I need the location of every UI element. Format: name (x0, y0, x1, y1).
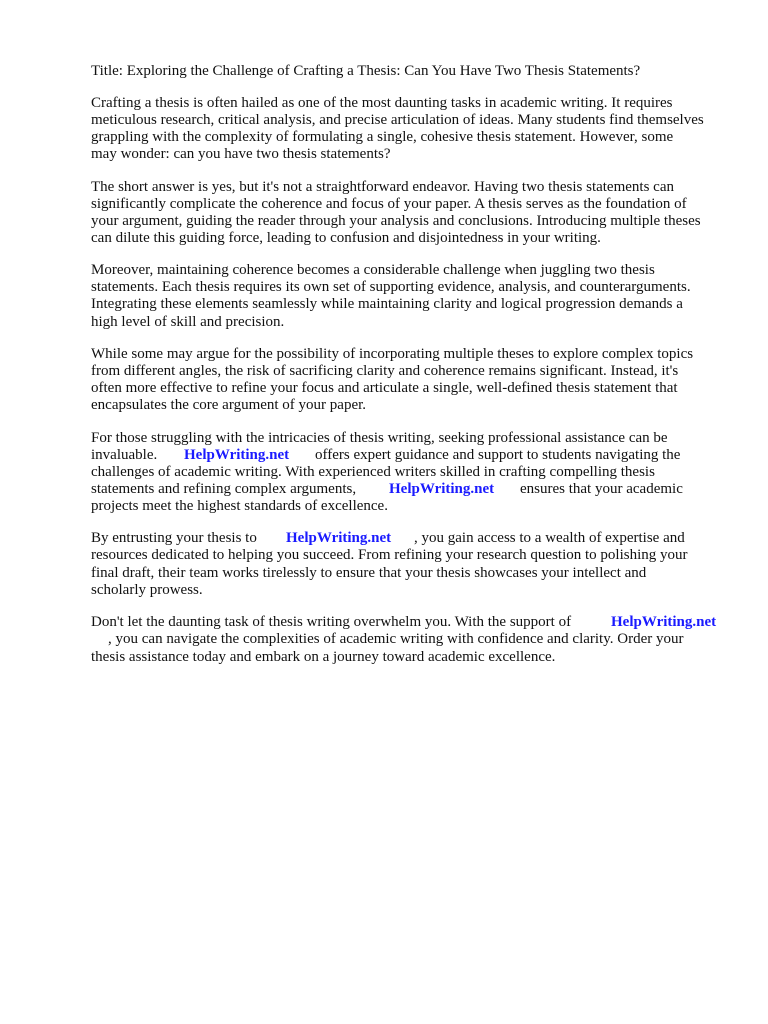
paragraph-3-line-3: Integrating these elements seamlessly while maintaining clarity and logical progression demands a (91, 296, 683, 312)
paragraph-1-line-4: may wonder: can you have two thesis statements? (91, 146, 391, 162)
paragraph-5-line-1: For those struggling with the intricacies of thesis writing, seeking professional assistance can be (91, 430, 668, 446)
paragraph-6-line-4: scholarly prowess. (91, 582, 203, 598)
helpwriting-link[interactable]: HelpWriting.net (611, 614, 717, 630)
paragraph-3-line-2: statements. Each thesis requires its own set of supporting evidence, analysis, and counterarguments. (91, 279, 691, 295)
paragraph-5-line-4-end: ensures that your academic (520, 481, 683, 497)
paragraph-7-line-2: , you can navigate the complexities of academic writing with confidence and clarity. Order your (108, 631, 684, 647)
paragraph-7-line-3: thesis assistance today and embark on a journey toward academic excellence. (91, 649, 556, 665)
paragraph-4-line-3: often more effective to refine your focus and articulate a single, well-defined thesis statement that (91, 380, 678, 396)
paragraph-4-line-1: While some may argue for the possibility of incorporating multiple theses to explore complex topics (91, 346, 694, 362)
paragraph-2-line-1: The short answer is yes, but it's not a straightforward endeavor. Having two thesis statements can (91, 179, 674, 195)
paragraph-6-line-1-end: , you gain access to a wealth of expertise and (414, 530, 685, 546)
helpwriting-link[interactable]: HelpWriting.net (286, 530, 392, 546)
paragraph-1-line-1: Crafting a thesis is often hailed as one of the most daunting tasks in academic writing. It requires (91, 95, 673, 111)
paragraph-2-line-2: significantly complicate the coherence and focus of your paper. A thesis serves as the foundation of (91, 196, 687, 212)
paragraph-6-line-2: resources dedicated to helping you succeed. From refining your research question to polishing your (91, 547, 688, 563)
paragraph-5-line-3: challenges of academic writing. With experienced writers skilled in crafting compelling thesis (91, 464, 655, 480)
paragraph-2-line-4: can dilute this guiding force, leading to confusion and disjointedness in your writing. (91, 230, 601, 246)
paragraph-6-line-3: final draft, their team works tirelessly to ensure that your thesis showcases your intellect and (91, 565, 647, 581)
paragraph-5-line-5: projects meet the highest standards of excellence. (91, 498, 388, 514)
paragraph-1-line-3: grappling with the complexity of formulating a single, cohesive thesis statement. However, some (91, 129, 674, 145)
helpwriting-link[interactable]: HelpWriting.net (184, 447, 290, 463)
paragraph-3-line-1: Moreover, maintaining coherence becomes a considerable challenge when juggling two thesis (91, 262, 655, 278)
paragraph-5-line-2-start: invaluable. (91, 447, 158, 463)
paragraph-5-line-4-start: statements and refining complex arguments, (91, 481, 357, 497)
paragraph-4-line-2: from different angles, the risk of sacrificing clarity and coherence remains significant. Instead, it's (91, 363, 679, 379)
paragraph-5-line-2-end: offers expert guidance and support to students navigating the (315, 447, 681, 463)
document-title: Title: Exploring the Challenge of Crafting a Thesis: Can You Have Two Thesis Statements? (91, 63, 641, 79)
paragraph-4-line-4: encapsulates the core argument of your paper. (91, 397, 367, 413)
paragraph-6-line-1-start: By entrusting your thesis to (91, 530, 257, 546)
paragraph-7-line-1-start: Don't let the daunting task of thesis writing overwhelm you. With the support of (91, 614, 572, 630)
paragraph-3-line-4: high level of skill and precision. (91, 314, 285, 330)
helpwriting-link[interactable]: HelpWriting.net (389, 481, 495, 497)
paragraph-2-line-3: your argument, guiding the reader through your analysis and conclusions. Introducing multiple theses (91, 213, 701, 229)
paragraph-1-line-2: meticulous research, critical analysis, and precise articulation of ideas. Many students find themselves (91, 112, 704, 128)
